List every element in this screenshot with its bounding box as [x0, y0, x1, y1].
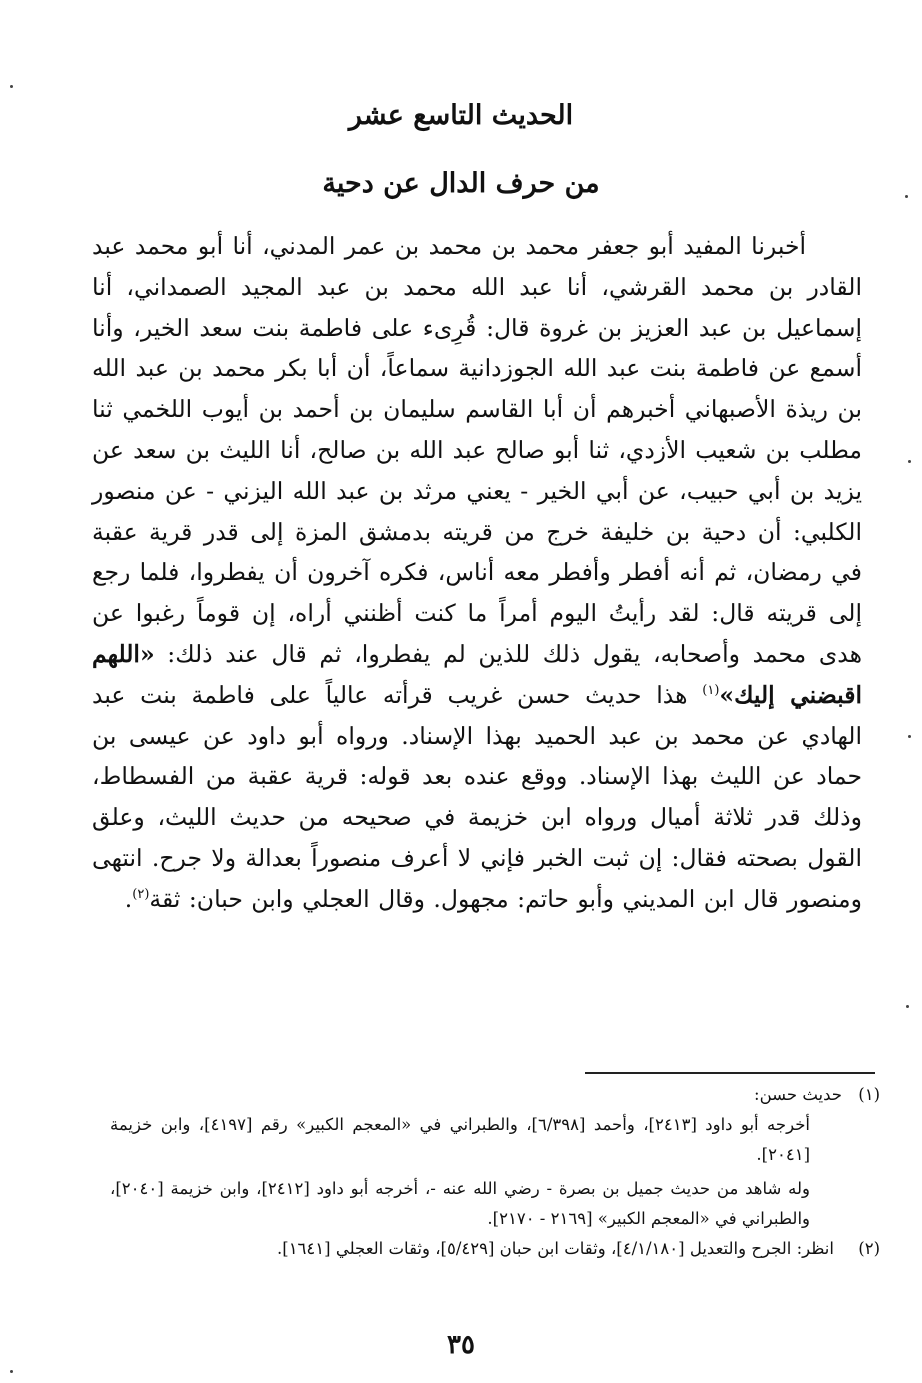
footnote-number: (٢) — [858, 1239, 880, 1258]
footnote-paragraph: أخرجه أبو داود [٢٤١٣]، وأحمد [٦/٣٩٨]، والطبراني في «المعجم الكبير» رقم [٤١٩٧]، وابن خزيمة [٢٠٤١]. — [110, 1115, 810, 1164]
footnote-body — [110, 1080, 842, 1234]
footnote-paragraph: حديث حسن: — [754, 1085, 842, 1104]
footnote-number: (١) — [858, 1085, 880, 1104]
body-commentary-text: هذا حديث حسن غريب قرأته عالياً على فاطمة بنت عبد الهادي عن محمد بن عبد الحميد بهذا الإسناد. ورواه أبو داود عن عيسى بن حماد عن الليث بهذا الإسناد. ووقع عنده بعد قوله: قرية عقبة من الفسطاط، وذلك قدر ثلاثة أميال ورواه ابن خزيمة في صحيحه من حديث الليث، وعلق القول بصحته فقال: إن ثبت الخبر فإني لا أعرف منصوراً بعدالة ولا جرح. انتهى ومنصور قال ابن المديني وأبو حاتم: مجهول. وقال العجلي وابن حبان: ثقة — [92, 680, 862, 913]
footnote-1 — [110, 1080, 880, 1234]
page-number: ٣٥ — [447, 1330, 475, 1360]
scan-speck — [10, 85, 13, 88]
footnote-separator — [585, 1072, 875, 1074]
footnote-2 — [110, 1234, 880, 1264]
footnote-marker-1[interactable]: (١) — [702, 682, 720, 698]
scan-speck — [908, 735, 911, 738]
footnote-marker-2[interactable]: (٢) — [132, 886, 150, 902]
scan-speck — [905, 195, 908, 198]
footnote-paragraph: وله شاهد من حديث جميل بن بصرة - رضي الله عنه -، أخرجه أبو داود [٢٤١٢]، وابن خزيمة [٢٠٤٠]، والطبراني في «المعجم الكبير» [٢١٦٩ - ٢١٧٠]. — [110, 1179, 810, 1228]
hadith-body — [92, 226, 862, 920]
body-end-punctuation: . — [124, 884, 133, 913]
scan-speck — [908, 460, 911, 463]
body-quote: «اللهم اقبضني إليك» — [92, 639, 862, 709]
footnote-paragraph: انظر: الجرح والتعديل [٤/١/١٨٠]، وثقات ابن حبان [٥/٤٢٩]، وثقات العجلي [١٦٤١]. — [277, 1239, 834, 1258]
hadith-title: الحديث التاسع عشر — [348, 100, 574, 131]
body-main-text: أخبرنا المفيد أبو جعفر محمد بن محمد بن عمر المدني، أنا أبو محمد عبد القادر بن محمد القرشي، أنا عبد الله محمد بن عبد المجيد الصمداني، أنا إسماعيل بن عبد العزيز بن غروة قال: قُرِىء على فاطمة بنت سعد الخير، وأنا أسمع عن فاطمة بنت عبد الله الجوزدانية سماعاً، أن أبا بكر محمد بن عبد الله بن ريذة الأصبهاني أخبرهم أن أبا القاسم سليمان بن أحمد بن أيوب اللخمي ثنا مطلب بن شعيب الأزدي، ثنا أبو صالح عبد الله بن صالح، أنا الليث بن سعد عن يزيد بن أبي حبيب، عن أبي الخير - يعني مرثد بن عبد الله اليزني - عن منصور الكلبي: أن دحية بن خليفة خرج من قريته بدمشق المزة إلى قدر قرية عقبة في رمضان، ثم أنه أفطر وأفطر معه أناس، فكره آخرون أن يفطروا، فلما رجع إلى قريته قال: لقد رأيتُ اليوم أمراً ما كنت أظنني أراه، إن قوماً رغبوا عن هدى محمد وأصحابه، يقول ذلك للذين لم يفطروا، ثم قال عند ذلك: — [92, 232, 862, 668]
scan-speck — [10, 1370, 13, 1373]
hadith-subtitle: من حرف الدال عن دحية — [322, 168, 600, 199]
footnotes — [110, 1080, 880, 1264]
footnote-body — [110, 1234, 842, 1264]
scan-speck — [906, 1005, 909, 1008]
